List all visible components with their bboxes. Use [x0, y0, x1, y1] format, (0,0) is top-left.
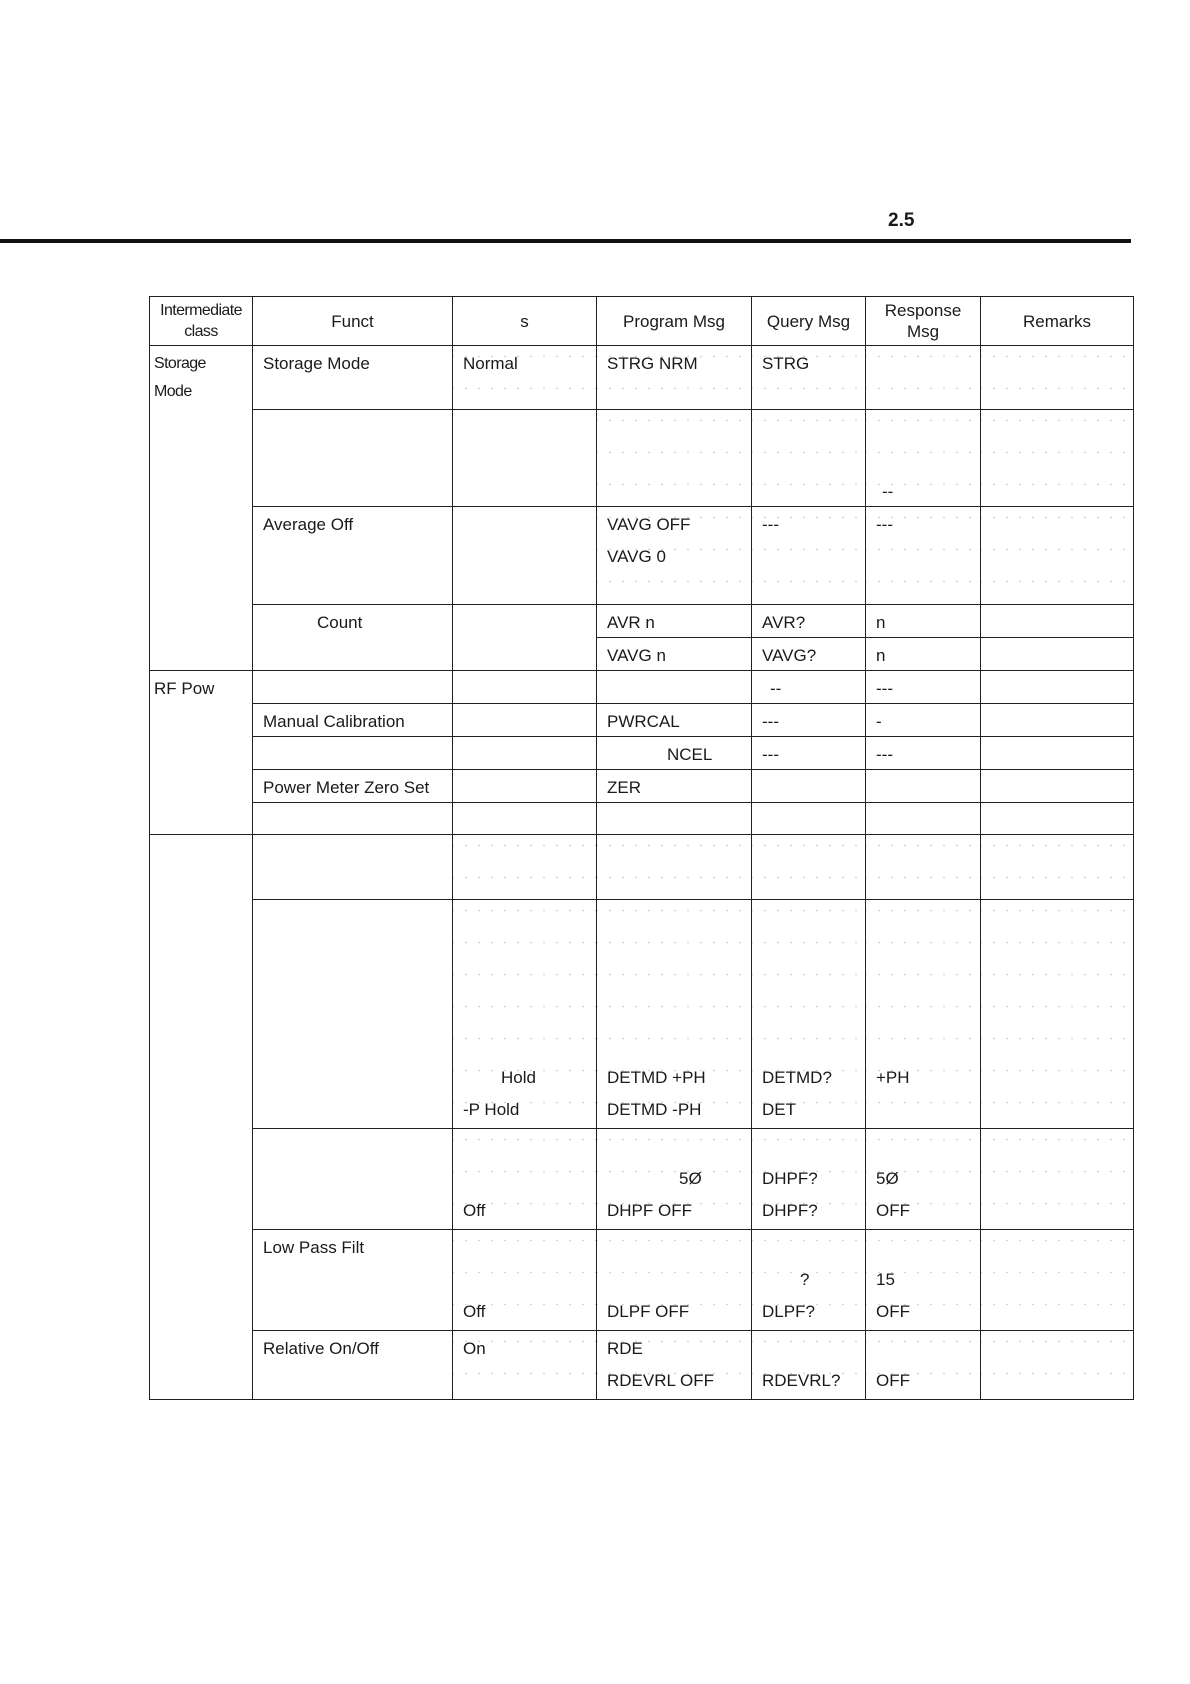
response-hpf — [866, 1129, 981, 1230]
response-dash: --- — [866, 671, 981, 704]
table-row — [150, 900, 1134, 1129]
query-strg: STRG — [752, 346, 866, 410]
setting-hold — [463, 1064, 586, 1096]
response-manual-calibration: - — [866, 704, 981, 737]
query-dhpf-50: DHPF? — [762, 1169, 818, 1188]
table-row — [150, 1230, 1134, 1331]
response-ncel: --- — [866, 737, 981, 770]
program-detection — [597, 900, 752, 1129]
remarks-cell — [981, 605, 1134, 638]
table-row — [150, 507, 1134, 605]
query-cell — [752, 803, 866, 835]
query-cell — [752, 770, 866, 803]
program-avr-n: AVR n — [597, 605, 752, 638]
setting-lpf — [453, 1230, 597, 1331]
query-det: DET — [762, 1100, 796, 1119]
remarks-cell — [981, 835, 1134, 900]
function-count — [253, 605, 453, 671]
function-cell — [253, 803, 453, 835]
table-row — [150, 737, 1134, 770]
response-lpf-15: 15 — [876, 1270, 895, 1289]
query-rdevrl: RDEVRL? — [762, 1371, 841, 1390]
response-hpf-off: OFF — [876, 1201, 910, 1220]
setting-cell — [453, 737, 597, 770]
setting-normal: Normal — [453, 346, 597, 410]
table-row — [150, 704, 1134, 737]
query-ncel: --- — [752, 737, 866, 770]
query-avr: AVR? — [752, 605, 866, 638]
response-lpf-off: OFF — [876, 1302, 910, 1321]
function-average-off: Average Off — [253, 507, 453, 605]
table-row — [150, 835, 1134, 900]
setting-cell — [453, 803, 597, 835]
table-row — [150, 410, 1134, 507]
program-vavg-0: VAVG 0 — [607, 547, 666, 566]
setting-detection — [453, 900, 597, 1129]
class-storage-mode: Storage Mode — [150, 346, 253, 671]
remarks-cell — [981, 410, 1134, 507]
response-cell — [866, 410, 981, 507]
program-ncel: NCEL — [597, 737, 752, 770]
function-cell — [253, 1129, 453, 1230]
function-cell — [253, 835, 453, 900]
program-vavg-off: VAVG OFF — [607, 515, 691, 534]
table-row — [150, 671, 1134, 704]
program-cell — [597, 671, 752, 704]
setting-cell — [453, 671, 597, 704]
function-manual-calibration: Manual Calibration — [253, 704, 453, 737]
setting-cell — [453, 835, 597, 900]
query-average-off: --- — [752, 507, 866, 605]
query-cell — [752, 410, 866, 507]
program-dlpf-off: DLPF OFF — [607, 1302, 690, 1321]
response-cell — [866, 770, 981, 803]
table-row — [150, 1331, 1134, 1400]
query-lpf-15 — [762, 1266, 855, 1298]
setting-lpf-off: Off — [463, 1302, 486, 1321]
query-dhpf-off: DHPF? — [762, 1201, 818, 1220]
table-row — [150, 770, 1134, 803]
response-cell — [866, 835, 981, 900]
query-vavg: VAVG? — [752, 638, 866, 671]
function-relative: Relative On/Off — [253, 1331, 453, 1400]
remarks-cell — [981, 671, 1134, 704]
table-row — [150, 605, 1134, 638]
program-relative — [597, 1331, 752, 1400]
class-rf-power: RF Pow — [150, 671, 253, 835]
header-setting: s — [453, 297, 597, 346]
query-detection — [752, 900, 866, 1129]
setting-hold-label: Hold — [501, 1068, 536, 1087]
function-count-label: Count — [317, 613, 363, 632]
response-cell — [866, 803, 981, 835]
program-zer: ZER — [597, 770, 752, 803]
response-lpf — [866, 1230, 981, 1331]
program-strg-nrm: STRG NRM — [597, 346, 752, 410]
function-cell — [253, 900, 453, 1129]
query-lpf — [752, 1230, 866, 1331]
query-manual-calibration: --- — [752, 704, 866, 737]
setting-cell — [453, 770, 597, 803]
program-dhpf-off: DHPF OFF — [607, 1201, 692, 1220]
header-rule — [0, 239, 1131, 243]
setting-cell — [453, 605, 597, 671]
command-table — [149, 296, 1134, 1400]
remarks-cell — [981, 1230, 1134, 1331]
remarks-cell — [981, 737, 1134, 770]
setting-hpf-off: Off — [463, 1201, 486, 1220]
response-vavg: n — [866, 638, 981, 671]
setting-cell — [453, 507, 597, 605]
program-hpf-50-label: 5Ø — [679, 1169, 702, 1188]
function-storage-mode: Storage Mode — [253, 346, 453, 410]
function-cell — [253, 671, 453, 704]
program-cell — [597, 410, 752, 507]
response-avr: n — [866, 605, 981, 638]
query-lpf-15-label: ? — [800, 1270, 810, 1289]
program-detmd-neg-ph: DETMD -PH — [607, 1100, 702, 1119]
query-detmd: DETMD? — [762, 1068, 832, 1087]
program-pwrcal: PWRCAL — [597, 704, 752, 737]
header-program-msg: Program Msg — [597, 297, 752, 346]
remarks-cell — [981, 704, 1134, 737]
setting-cell — [453, 704, 597, 737]
class-cell — [150, 835, 253, 1400]
response-detection — [866, 900, 981, 1129]
remarks-cell — [981, 638, 1134, 671]
setting-relative-on: On — [453, 1331, 597, 1400]
program-detmd-ph: DETMD +PH — [607, 1068, 706, 1087]
response-relative — [866, 1331, 981, 1400]
program-hpf — [597, 1129, 752, 1230]
header-function: Funct — [253, 297, 453, 346]
header-response-msg: Response Msg — [866, 297, 981, 346]
header-query-msg: Query Msg — [752, 297, 866, 346]
response-rdevrl-off: OFF — [876, 1371, 910, 1390]
query-cell — [752, 835, 866, 900]
remarks-cell — [981, 770, 1134, 803]
program-lpf — [597, 1230, 752, 1331]
setting-neg-hold: -P Hold — [463, 1100, 520, 1119]
response-cell — [866, 346, 981, 410]
function-cell — [253, 737, 453, 770]
program-vavg-n: VAVG n — [597, 638, 752, 671]
table-row — [150, 346, 1134, 410]
remarks-cell — [981, 507, 1134, 605]
setting-cell — [453, 410, 597, 507]
query-relative — [752, 1331, 866, 1400]
remarks-cell — [981, 1331, 1134, 1400]
program-cell — [597, 835, 752, 900]
table-row — [150, 1129, 1134, 1230]
section-number: 2.5 — [888, 210, 915, 231]
program-hpf-50 — [607, 1165, 741, 1197]
program-average-off — [597, 507, 752, 605]
remarks-cell — [981, 1129, 1134, 1230]
remarks-cell — [981, 900, 1134, 1129]
setting-hpf — [453, 1129, 597, 1230]
table-row — [150, 803, 1134, 835]
program-rdevrl-off: RDEVRL OFF — [607, 1371, 715, 1390]
response-ph: +PH — [876, 1068, 910, 1087]
response-average-off: --- — [866, 507, 981, 605]
function-cell — [253, 410, 453, 507]
program-cell — [597, 803, 752, 835]
program-rde: RDE — [607, 1339, 643, 1358]
query-dlpf: DLPF? — [762, 1302, 815, 1321]
response-dash: -- — [882, 482, 894, 501]
query-hpf — [752, 1129, 866, 1230]
remarks-cell — [981, 346, 1134, 410]
function-zero-set: Power Meter Zero Set — [253, 770, 453, 803]
table-header-row — [150, 297, 1134, 346]
response-hpf-50: 5Ø — [876, 1169, 899, 1188]
function-low-pass-filter: Low Pass Filt — [253, 1230, 453, 1331]
header-remarks: Remarks — [981, 297, 1134, 346]
header-intermediate-class: Intermediate class — [150, 297, 253, 346]
remarks-cell — [981, 803, 1134, 835]
query-dash: -- — [752, 671, 866, 704]
